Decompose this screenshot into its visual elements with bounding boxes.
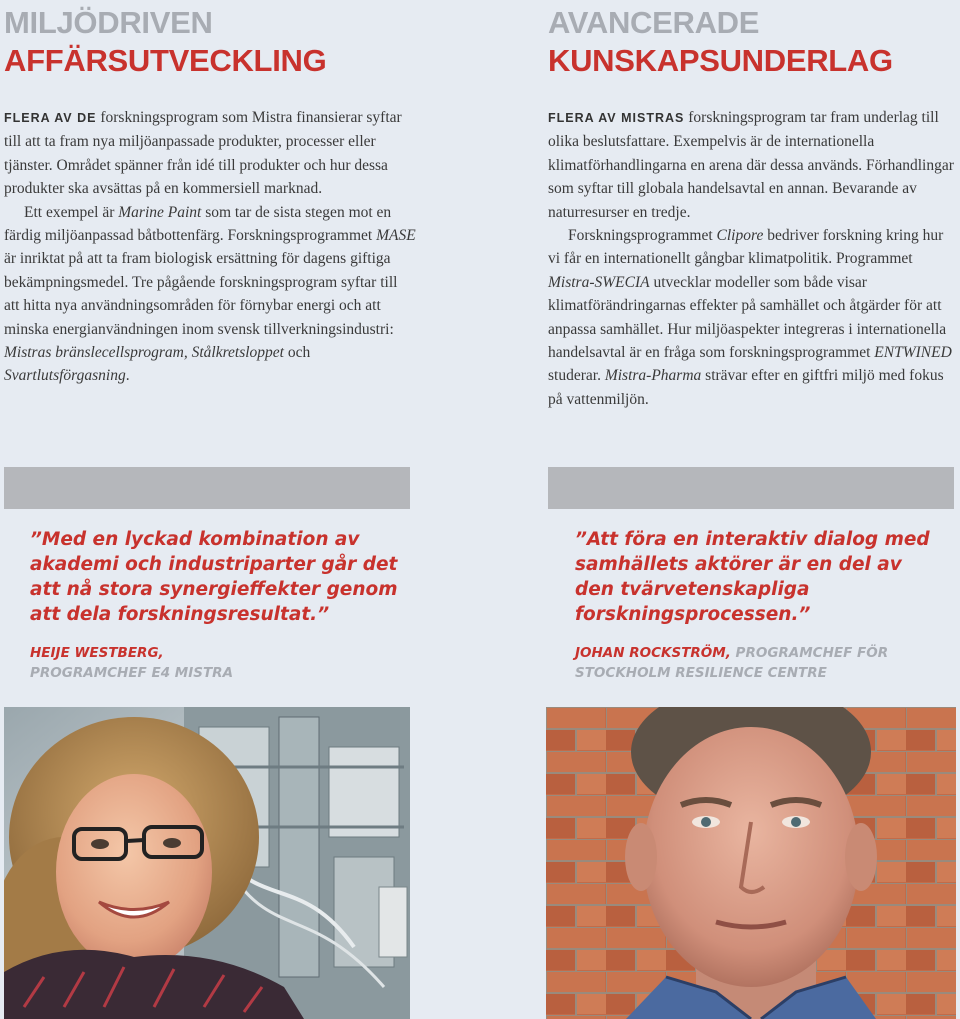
right-heading-top: AVANCERADE: [548, 5, 760, 40]
left-attribution-role: PROGRAMCHEF E4 MISTRA: [30, 665, 234, 681]
portrait-photo-man: [546, 707, 956, 1019]
left-body-text: [4, 106, 416, 388]
right-heading-main: KUNSKAPSUNDERLAG: [548, 43, 893, 78]
right-lead-in: FLERA AV MISTRAS: [548, 111, 685, 125]
right-divider-bar: [548, 467, 954, 509]
right-column: [548, 0, 958, 411]
right-paragraph-2: Forskningsprogrammet Clipore bedriver forskning kring hur vi får en internationellt gångbar klimatpolitik. Programmet Mistra-SWECIA utvecklar modeller som både visar klimatförändringarnas effekter på samhället och åtgärder för att anpassa samhället. Hur miljöaspekter integreras i internationella handelsavtal är en fråga som forskningsprogrammet ENTWINED studerar. Mistra-Pharma strävar efter en giftfri miljö med fokus på vattenmiljön.: [548, 227, 952, 408]
left-paragraph-1: FLERA AV DE forskningsprogram som Mistra finansierar syftar till att ta fram nya miljöanpassade produkter, processer eller tjänster. Området spänner från idé till produkter och hur dessa produkter ska avsättas på en kommersiell marknad.: [4, 109, 402, 198]
right-quote-attribution: [575, 643, 955, 683]
left-attribution-name: HEIJE WESTBERG,: [30, 645, 164, 661]
left-pull-quote: ”Med en lyckad kombination av akademi och industriparter går det att nå stora synergieffekter genom att dela forskningsresultat.”: [30, 529, 398, 625]
left-quote-attribution: [30, 643, 410, 683]
left-heading-main: AFFÄRSUTVECKLING: [4, 43, 327, 78]
right-attribution-name: JOHAN ROCKSTRÖM,: [575, 645, 731, 661]
portrait-photo-woman: [4, 707, 410, 1019]
left-divider-bar: [4, 467, 410, 509]
left-column: [4, 0, 416, 388]
left-paragraph-2: Ett exempel är Marine Paint som tar de sista stegen mot en färdig miljöanpassad båtbottenfärg. Forskningsprogrammet MASE är inriktat på att ta fram biologisk ersättning för dagens giftiga bekämpningsmedel. Tre pågående forskningsprogram syftar till att hitta nya användningsområden för förnybar energi och att minska energianvändningen inom svensk tillverkningsindustri: Mistras bränslecellsprogram, Stålkretsloppet och Svartlutsförgasning.: [4, 203, 416, 385]
left-heading-top: MILJÖDRIVEN: [4, 5, 213, 40]
right-pull-quote: ”Att föra en interaktiv dialog med samhällets aktörer är en del av den tvärvetenskapliga forskningsprocessen.”: [575, 529, 930, 625]
left-lead-in: FLERA AV DE: [4, 111, 97, 125]
right-body-text: [548, 106, 958, 411]
right-attribution-role: PROGRAMCHEF FÖR STOCKHOLM RESILIENCE CENTRE: [575, 645, 889, 681]
right-paragraph-1: FLERA AV MISTRAS forskningsprogram tar fram underlag till olika beslutsfattare. Exempelvis är de internationella klimatförhandlingarna en arena där dessa används. Förhandlingar som syftar till globala handelsavtal en annan. Bevarande av naturresurser en tredje.: [548, 109, 954, 221]
